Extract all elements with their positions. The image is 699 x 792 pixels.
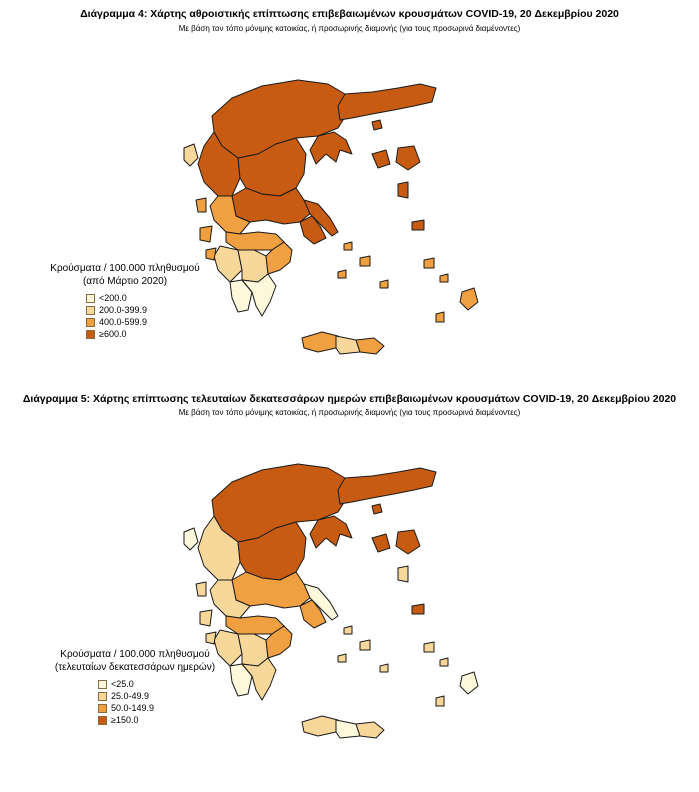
legend-item: [86, 304, 210, 316]
region-rhodes: [460, 672, 478, 694]
region-cyclades: [380, 664, 388, 672]
region-lemnos: [372, 534, 390, 552]
legend-label: ≥600.0: [99, 329, 127, 339]
region-ionian: [206, 632, 216, 644]
map2-subtitle: Με βάση τον τόπο μόνιμης κατοικίας, ή προσωρινής διαμονής (για τους προσωρινά διαμένοντες): [178, 408, 521, 417]
legend-item: [98, 714, 230, 726]
region-cyclades: [338, 270, 346, 278]
region-rhodes: [460, 288, 478, 310]
region-dodecanese: [440, 658, 448, 666]
region-cyclades: [344, 242, 352, 250]
legend-title: Κρούσματα / 100.000 πληθυσμού: [50, 263, 200, 274]
region-chalkidiki: [310, 132, 352, 164]
region-crete-east: [356, 722, 384, 738]
region-chios: [398, 566, 408, 582]
region-cyclades: [344, 626, 352, 634]
region-cyclades: [360, 640, 370, 650]
region-ionian: [200, 610, 212, 626]
region-lemnos: [372, 150, 390, 168]
legend-label: 200.0-399.9: [99, 305, 148, 315]
map1-subtitle: Με βάση τον τόπο μόνιμης κατοικίας, ή προσωρινής διαμονής (για τους προσωρινά διαμένοντες): [178, 24, 521, 33]
legend-label: 400.0-599.9: [99, 317, 148, 327]
region-corfu: [184, 144, 198, 166]
region-ionian: [200, 226, 212, 242]
legend-item: [86, 328, 210, 340]
map1-legend: [40, 262, 210, 340]
legend-swatch: [98, 692, 107, 701]
legend-swatch: [98, 716, 107, 725]
legend-swatch: [98, 704, 107, 713]
legend-item: [86, 316, 210, 328]
legend-label: ≥150.0: [111, 715, 139, 725]
region-crete-east: [356, 338, 384, 354]
region-ionian: [206, 248, 216, 260]
region-dodecanese: [424, 258, 434, 268]
region-dodecanese: [436, 696, 444, 706]
legend-subtitle: (τελευταίων δεκατεσσάρων ημερών): [54, 662, 216, 673]
region-dodecanese: [424, 642, 434, 652]
region-samos: [412, 604, 424, 614]
region-crete-mid: [336, 720, 360, 738]
legend-label: <200.0: [99, 293, 127, 303]
legend-swatch: [86, 294, 95, 303]
region-cyclades: [338, 654, 346, 662]
region-samothraki: [372, 504, 382, 514]
region-samothraki: [372, 120, 382, 130]
region-corfu: [184, 528, 198, 550]
legend-subtitle: (από Μάρτιο 2020): [82, 276, 168, 287]
region-crete-west: [302, 332, 338, 352]
map2-legend: [40, 648, 230, 726]
region-ionian: [196, 198, 206, 212]
region-thrace: [338, 468, 436, 504]
legend-item: [98, 678, 230, 690]
region-cyclades: [360, 256, 370, 266]
map1-title: Διάγραμμα 4: Χάρτης αθροιστικής επίπτωσης επιβεβαιωμένων κρουσμάτων COVID-19, 20 Δεκεμβρίου 2020: [80, 8, 619, 20]
region-cyclades: [380, 280, 388, 288]
region-lesvos: [396, 146, 420, 170]
region-dodecanese: [440, 274, 448, 282]
region-samos: [412, 220, 424, 230]
region-dodecanese: [436, 312, 444, 322]
legend-swatch: [86, 306, 95, 315]
legend-swatch: [86, 318, 95, 327]
legend-title: Κρούσματα / 100.000 πληθυσμού: [60, 649, 210, 660]
legend-label: 50.0-149.9: [111, 703, 155, 713]
region-crete-mid: [336, 336, 360, 354]
legend-item: [98, 690, 230, 702]
region-ionian: [196, 582, 206, 596]
legend-item: [98, 702, 230, 714]
map2-title: Διάγραμμα 5: Χάρτης επίπτωσης τελευταίων δεκατεσσάρων ημερών επιβεβαιωμένων κρουσμάτων COVID-19, 20 Δεκεμβρίου 2020: [22, 393, 677, 405]
region-crete-west: [302, 716, 338, 736]
legend-swatch: [98, 680, 107, 689]
legend-swatch: [86, 330, 95, 339]
region-thrace: [338, 84, 436, 120]
region-chios: [398, 182, 408, 198]
legend-item: [86, 292, 210, 304]
legend-label: 25.0-49.9: [111, 691, 150, 701]
legend-label: <25.0: [111, 679, 134, 689]
region-chalkidiki: [310, 516, 352, 548]
region-lesvos: [396, 530, 420, 554]
